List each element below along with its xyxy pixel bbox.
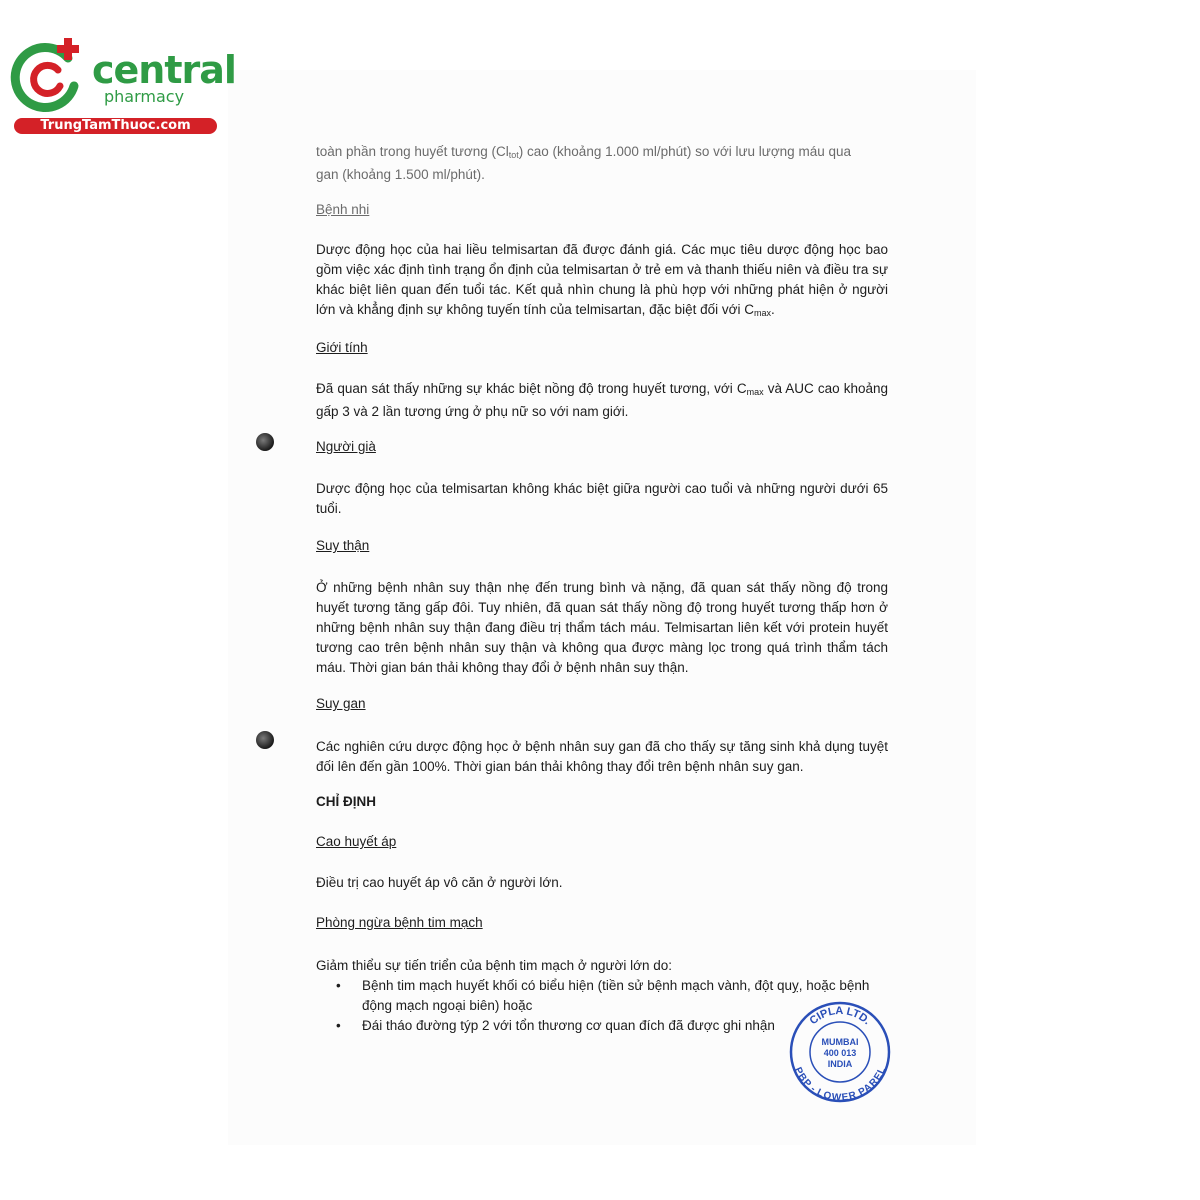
heading-suy-than: Suy thận [316,538,370,553]
stamp-ring-top: CIPLA LTD. [807,1004,873,1028]
heading-suy-gan: Suy gan [316,696,366,711]
stamp-line-3: INDIA [827,1059,853,1069]
logo-mark-icon [8,36,88,116]
logo-url-badge[interactable]: TrungTamThuoc.com [14,118,217,134]
list-item: • Bệnh tim mạch huyết khối có biểu hiện (tiền sử bệnh mạch vành, đột quỵ, hoặc bệnh động mạch ngoại biên) hoặc [316,976,888,1016]
heading-nguoi-gia: Người già [316,439,376,454]
paragraph-phong-ngua: Giảm thiểu sự tiến triển của bệnh tim mạch ở người lớn do: [316,958,673,973]
paragraph-suy-than: Ở những bệnh nhân suy thận nhẹ đến trung bình và nặng, đã quan sát thấy nồng độ trong huyết tương tăng gấp đôi. Tuy nhiên, đã quan sát thấy nồng độ trong huyết tương thấp hơn ở những bệnh nhân suy thận đang điều trị thẩm tách máu. Telmisartan liên kết với protein huyết tương cao trên bệnh nhân suy thận và không qua được màng lọc trong quá trình thẩm tách máu. Thời gian bán thải không thay đổi ở bệnh nhân suy thận. [316,580,888,675]
stamp-line-2: 400 013 [823,1048,857,1058]
logo-subtitle: pharmacy [104,87,185,106]
heading-gioi-tinh: Giới tính [316,340,368,355]
paragraph-suy-gan: Các nghiên cứu dược động học ở bệnh nhân suy gan đã cho thấy sự tăng sinh khả dụng tuyệt đối lên đến gần 100%. Thời gian bán thải không thay đổi trên bệnh nhân suy gan. [316,739,888,774]
paragraph-gioi-tinh: Đã quan sát thấy những sự khác biệt nồng độ trong huyết tương, với $C_{max}$ và AUC cao khoảng gấp 3 và 2 lần tương ứng ở phụ nữ so với nam giới. [316,381,888,419]
punch-hole-2 [256,731,274,749]
heading-phong-ngua: Phòng ngừa bệnh tim mạch [316,915,483,930]
heading-cao-huyet-ap: Cao huyết áp [316,834,397,849]
stamp-ring-bottom: PBP - LOWER PAREL [791,1065,889,1104]
paragraph-cao-huyet-ap: Điều trị cao huyết áp vô căn ở người lớn. [316,875,563,890]
heading-benh-nhi: Bệnh nhi [316,202,370,217]
intro-paragraph: toàn phần trong huyết tương $(Cl_{tot})$ cao (khoảng 1.000 ml/phút) so với lưu lượng máu qua gan (khoảng 1.500 ml/phút). [316,144,851,182]
punch-hole-1 [256,433,274,451]
paragraph-benh-nhi: Dược động học của hai liều telmisartan đã được đánh giá. Các mục tiêu dược động học bao gồm việc xác định tình trạng ổn định của telmisartan ở trẻ em và thanh thiếu niên và điều tra sự khác biệt liên quan đến tuổi tác. Kết quả nhìn chung là phù hợp với những phát hiện ở người lớn và khẳng định sự không tuyến tính của telmisartan, đặc biệt đối với $C_{max}$. [316,242,888,318]
central-pharmacy-logo[interactable] [8,36,236,136]
section-title-chi-dinh: CHỈ ĐỊNH [316,794,376,809]
logo-title: central [92,48,236,92]
paragraph-nguoi-gia: Dược động học của telmisartan không khác biệt giữa người cao tuổi và những người dưới 65 tuổi. [316,481,888,516]
list-item: • Đái tháo đường týp 2 với tổn thương cơ quan đích đã được ghi nhận [316,1016,888,1036]
company-stamp [788,1000,892,1104]
stamp-line-1: MUMBAI [821,1037,859,1047]
